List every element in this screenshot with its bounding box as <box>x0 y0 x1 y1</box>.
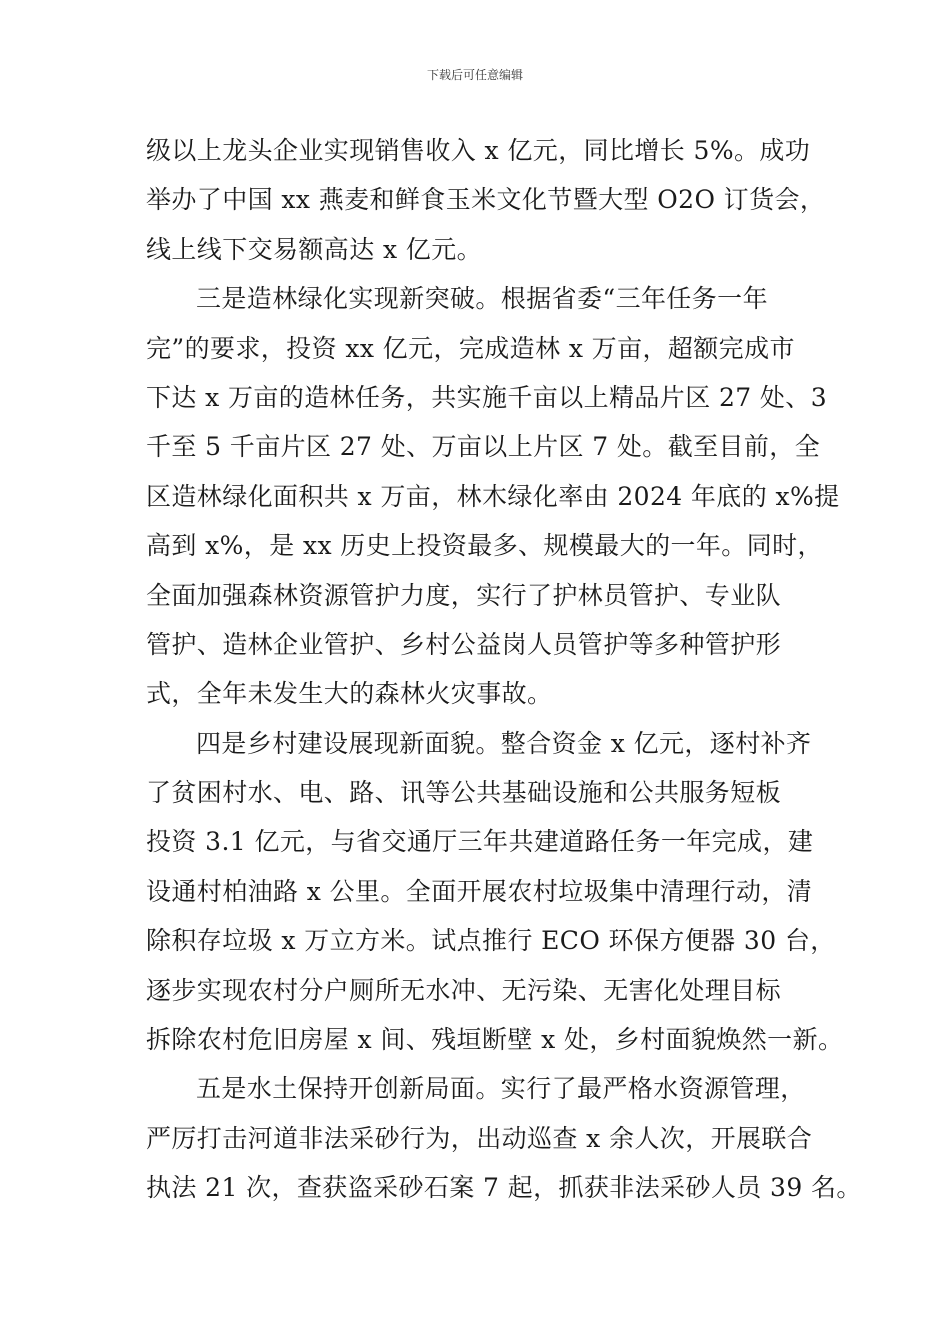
page-header-note: 下载后可任意编辑 <box>426 68 523 82</box>
text-line: 举办了中国 xx 燕麦和鲜食玉米文化节暨大型 O2O 订货会， <box>146 185 826 215</box>
paragraph-afforestation <box>146 274 840 719</box>
text-line: 投资 3.1 亿元，与省交通厅三年共建道路任务一年完成，建 <box>146 827 814 857</box>
paragraph-sales <box>146 126 826 274</box>
paragraph-rural-construction <box>146 719 844 1065</box>
text-line: 执法 21 次，查获盗采砂石案 7 起，抓获非法采砂人员 39 名。 <box>146 1173 862 1203</box>
paragraph-water-conservation <box>146 1064 862 1212</box>
text-line: 三是造林绿化实现新突破。根据省委“三年任务一年 <box>196 284 768 314</box>
text-line: 线上线下交易额高达 x 亿元。 <box>146 234 482 264</box>
text-line: 拆除农村危旧房屋 x 间、残垣断壁 x 处，乡村面貌焕然一新。 <box>146 1025 844 1055</box>
text-line: 五是水土保持开创新局面。实行了最严格水资源管理， <box>196 1074 806 1104</box>
text-line: 除积存垃圾 x 万立方米。试点推行 ECO 环保方便器 30 台， <box>146 926 836 956</box>
text-line: 完”的要求，投资 xx 亿元，完成造林 x 万亩，超额完成市 <box>146 333 795 363</box>
text-line: 管护、造林企业管护、乡村公益岗人员管护等多种管护形 <box>146 629 782 659</box>
text-line: 了贫困村水、电、路、讯等公共基础设施和公共服务短板 <box>146 778 782 808</box>
text-line: 区造林绿化面积共 x 万亩，林木绿化率由 2024 年底的 x%提 <box>146 481 840 511</box>
text-line: 设通村柏油路 x 公里。全面开展农村垃圾集中清理行动，清 <box>146 876 813 906</box>
text-line: 全面加强森林资源管护力度，实行了护林员管护、专业队 <box>146 580 782 610</box>
text-line: 逐步实现农村分户厕所无水冲、无污染、无害化处理目标 <box>146 975 782 1005</box>
text-line: 严厉打击河道非法采砂行为，出动巡查 x 余人次，开展联合 <box>146 1123 813 1153</box>
text-line: 下达 x 万亩的造林任务，共实施千亩以上精品片区 27 处、3 <box>146 382 828 412</box>
text-line: 高到 x%，是 xx 历史上投资最多、规模最大的一年。同时， <box>146 531 823 561</box>
text-line: 式，全年未发生大的森林火灾事故。 <box>146 679 553 709</box>
text-line: 级以上龙头企业实现销售收入 x 亿元，同比增长 5%。成功 <box>146 136 811 165</box>
text-line: 千至 5 千亩片区 27 处、万亩以上片区 7 处。截至目前，全 <box>146 432 821 462</box>
document-body <box>146 126 862 1213</box>
text-line: 四是乡村建设展现新面貌。整合资金 x 亿元，逐村补齐 <box>196 728 812 758</box>
